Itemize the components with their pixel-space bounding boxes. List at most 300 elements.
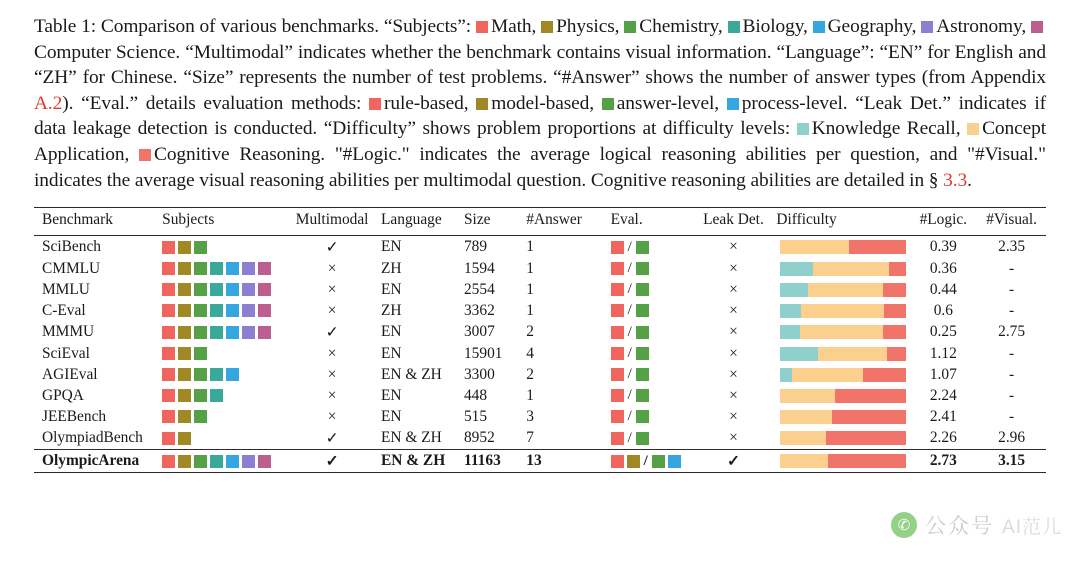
cell-logic-score: 0.6 [933,301,953,319]
cell-multimodal: ✓ [325,238,339,256]
subject-swatch [178,283,191,296]
difficulty-segment [780,240,849,254]
eval-separator: / [627,302,632,319]
subject-swatch [226,262,239,275]
caption-mid3: “Leak Det.” indicates if data leakage detection is conducted. “Difficulty” shows problem proportions at difficulty levels: [34,92,1047,140]
cell-difficulty [776,258,909,279]
cell-visual-score: - [1009,386,1015,404]
legend-label-rule-based: rule-based, [384,92,469,114]
cell-answer-types: 1 [526,386,534,404]
cell-visual-score: 2.96 [998,429,1026,447]
legend-label-model-based: model-based, [491,92,595,114]
benchmark-table-wrapper [34,207,1046,473]
cell-difficulty [776,300,909,321]
table-header-row [34,208,1046,236]
subject-swatch [226,283,239,296]
eval-method-swatch [611,241,624,254]
section-link[interactable]: 3.3 [943,169,968,191]
eval-granularity-swatch [668,455,681,468]
difficulty-segment [835,389,906,403]
difficulty-segment [801,304,884,318]
eval-method-swatch [611,410,624,423]
column-header-difficulty: Difficulty [776,211,837,229]
legend-swatch-process-level [727,98,739,110]
subject-swatch [258,262,271,275]
legend-swatch-computer-science [1031,21,1043,33]
cell-multimodal: × [327,407,337,425]
subject-swatch [226,368,239,381]
subject-swatch [162,304,175,317]
subject-swatch [194,304,207,317]
caption-mid1: “Multimodal” indicates whether the benchmark contains visual information. “Language”: “EN” for English and “ZH” for Chinese. “Size” represents the number of test problems. “#Answer” shows the number of answer types (from Appendix [34,41,1046,89]
subject-swatch [162,262,175,275]
cell-visual-score: - [1009,280,1015,298]
table-row [34,364,1046,385]
eval-method-swatch [611,304,624,317]
cell-difficulty [776,236,909,259]
cell-leak-detection: × [729,429,738,447]
subject-swatch [162,283,175,296]
eval-separator: / [627,366,632,383]
cell-size: 789 [463,238,488,256]
subject-swatch [210,262,223,275]
cell-logic-score: 0.25 [929,323,957,341]
subject-swatch [242,455,255,468]
cell-multimodal: ✓ [325,323,339,341]
legend-label-concept-application: Concept Application, [34,118,1046,165]
difficulty-bar [780,410,906,424]
eval-separator: / [627,281,632,298]
cell-language: EN [381,407,402,425]
eval-granularity-swatch [636,326,649,339]
difficulty-bar [780,304,906,318]
cell-subjects [162,258,283,279]
cell-visual-score: - [1009,344,1015,362]
column-header-subjects: Subjects [162,211,215,229]
cell-multimodal: × [327,280,337,298]
difficulty-segment [832,410,906,424]
cell-visual-score: 2.35 [998,238,1026,256]
cell-size: 3300 [463,365,495,383]
table-row [34,427,1046,450]
caption-suffix: . [967,169,972,191]
cell-subjects [162,385,283,406]
subject-swatch [258,455,271,468]
difficulty-segment [808,283,884,297]
table-header [34,208,1046,236]
eval-method-swatch [611,326,624,339]
cell-eval [611,300,691,321]
cell-benchmark-name: CMMLU [42,259,101,277]
cell-visual-score: - [1009,259,1015,277]
subject-swatch [178,262,191,275]
legend-label-astronomy: Astronomy, [936,16,1027,37]
legend-label-answer-level: answer-level, [616,92,720,114]
cell-logic-score: 2.26 [929,429,957,447]
table-row [34,321,1046,343]
cell-eval [611,236,691,259]
column-header-language: Language [381,211,442,229]
eval-method-swatch [611,389,624,402]
cell-logic-score: 1.12 [929,344,957,362]
cell-size: 8952 [463,429,495,447]
eval-separator: / [627,323,632,340]
watermark [891,510,1062,540]
legend-swatch-chemistry [624,21,636,33]
cell-multimodal: × [327,386,337,404]
cell-logic-score: 0.44 [929,280,957,298]
difficulty-bar [780,240,906,254]
cell-answer-types: 7 [526,429,534,447]
eval-granularity-swatch [636,432,649,445]
cell-leak-detection: × [729,344,738,362]
cell-leak-detection: ✓ [727,452,740,470]
difficulty-segment [780,454,828,468]
eval-method-swatch [611,455,624,468]
column-header-leak-det: Leak Det. [703,211,764,229]
eval-method-swatch [611,368,624,381]
column-header-answer: #Answer [526,211,582,229]
cell-subjects [162,279,283,300]
wechat-icon: ✆ [891,512,917,538]
subject-swatch [194,347,207,360]
legend-label-process-level: process-level. [741,92,848,114]
cell-language: EN & ZH [381,365,442,383]
column-header-logic: #Logic. [919,211,968,229]
cell-leak-detection: × [729,365,738,383]
watermark-text: 公众号 [925,515,995,538]
cell-benchmark-name: GPQA [42,386,84,404]
eval-method-swatch [611,347,624,360]
cell-answer-types: 3 [526,407,534,425]
legend-swatch-cognitive-reasoning [139,149,151,161]
cell-leak-detection: × [729,238,738,256]
difficulty-segment [780,283,808,297]
subject-swatch [242,304,255,317]
cell-size: 515 [463,407,488,425]
cell-difficulty [776,321,909,343]
eval-granularity-swatch [652,455,665,468]
eval-granularity-swatch [636,262,649,275]
difficulty-segment [792,368,863,382]
subject-swatch [162,389,175,402]
cell-eval [611,258,691,279]
cell-multimodal: ✓ [325,429,339,447]
subject-swatch [178,455,191,468]
eval-method-swatch [611,283,624,296]
cell-subjects [162,406,283,427]
cell-benchmark-name: AGIEval [42,365,98,383]
cell-benchmark-name: OlympicArena [42,452,140,470]
legend-swatch-geography [813,21,825,33]
subject-swatch [162,455,175,468]
cell-subjects [162,321,283,343]
eval-separator: / [627,429,632,446]
cell-subjects [162,300,283,321]
cell-answer-types: 1 [526,259,534,277]
cell-logic-score: 2.24 [929,386,957,404]
difficulty-bar [780,368,906,382]
benchmark-table [34,207,1046,473]
cell-answer-types: 4 [526,344,534,362]
difficulty-bar [780,262,906,276]
subject-swatch [194,368,207,381]
legend-label-physics: Physics, [556,16,620,37]
cell-benchmark-name: C-Eval [42,301,86,319]
difficulty-segment [887,347,906,361]
eval-separator: / [627,345,632,362]
difficulty-segment [828,454,906,468]
cell-language: EN & ZH [381,452,446,470]
column-header-eval: Eval. [610,211,643,229]
cell-leak-detection: × [729,323,738,341]
legend-label-geography: Geography, [827,16,917,37]
difficulty-segment [883,325,906,339]
cell-language: EN [381,386,402,404]
cell-logic-score: 2.41 [929,407,957,425]
cell-difficulty [776,427,909,450]
subject-swatch [210,389,223,402]
cell-visual-score: 3.15 [998,452,1026,470]
difficulty-segment [780,304,801,318]
difficulty-segment [826,431,905,445]
cell-leak-detection: × [729,280,738,298]
cell-eval [611,450,691,473]
column-header-visual: #Visual. [986,211,1037,229]
legend-swatch-rule-based [369,98,381,110]
legend-label-knowledge-recall: Knowledge Recall, [811,118,961,140]
subject-swatch [178,432,191,445]
legend-swatch-math [476,21,488,33]
eval-separator: / [627,408,632,425]
subject-swatch [210,368,223,381]
subject-swatch [242,283,255,296]
subject-swatch [194,410,207,423]
difficulty-segment [780,368,793,382]
difficulty-segment [889,262,905,276]
legend-swatch-answer-level [602,98,614,110]
cell-subjects [162,427,283,450]
cell-subjects [162,236,283,259]
cell-leak-detection: × [729,407,738,425]
subject-swatch [178,410,191,423]
difficulty-bar [780,347,906,361]
cell-benchmark-name: JEEBench [42,407,107,425]
legend-swatch-astronomy [921,21,933,33]
column-header-size: Size [463,211,491,229]
subject-swatch [178,347,191,360]
table-row [34,406,1046,427]
cell-multimodal: × [327,344,337,362]
subject-swatch [258,326,271,339]
eval-granularity-swatch [636,304,649,317]
cell-eval [611,321,691,343]
legend-label-cognitive-reasoning: Cognitive Reasoning. [153,143,326,165]
eval-separator: / [643,452,648,469]
cell-subjects [162,364,283,385]
appendix-link[interactable]: A.2 [34,92,63,114]
column-header-multimodal: Multimodal [295,211,369,229]
caption-mid2: ). “Eval.” details evaluation methods: [62,92,370,114]
subject-swatch [210,455,223,468]
legend-label-chemistry: Chemistry, [639,16,723,37]
subject-swatch [162,326,175,339]
subject-swatch [258,283,271,296]
subject-swatch [178,389,191,402]
difficulty-segment [883,283,906,297]
subject-swatch [162,368,175,381]
difficulty-segment [780,410,832,424]
cell-size: 2554 [463,280,495,298]
subject-swatch [194,241,207,254]
cell-leak-detection: × [729,386,738,404]
cell-difficulty [776,364,909,385]
cell-visual-score: 2.75 [998,323,1026,341]
cell-size: 15901 [463,344,503,362]
cell-size: 3362 [463,301,495,319]
cell-benchmark-name: OlympiadBench [42,429,143,447]
table-row [34,258,1046,279]
subject-swatch [226,304,239,317]
difficulty-segment [780,389,835,403]
column-header-benchmark: Benchmark [42,211,113,229]
legend-swatch-biology [728,21,740,33]
cell-eval [611,343,691,364]
eval-granularity-swatch [636,368,649,381]
difficulty-segment [884,304,905,318]
subject-swatch [226,326,239,339]
table-row [34,300,1046,321]
cell-eval [611,279,691,300]
cell-multimodal: × [327,301,337,319]
cell-logic-score: 0.36 [929,259,957,277]
eval-granularity-swatch [636,347,649,360]
table-row [34,236,1046,259]
subject-swatch [258,304,271,317]
subject-swatch [194,455,207,468]
legend-swatch-concept-application [967,123,979,135]
eval-separator: / [627,387,632,404]
cell-visual-score: - [1009,365,1015,383]
table-caption [34,14,1046,193]
cell-leak-detection: × [729,301,738,319]
cell-logic-score: 0.39 [929,238,957,256]
cell-difficulty [776,279,909,300]
cell-difficulty [776,385,909,406]
cell-answer-types: 1 [526,301,534,319]
subject-swatch [178,368,191,381]
cell-size: 448 [463,386,488,404]
legend-label-math: Math, [490,16,537,37]
cell-logic-score: 1.07 [929,365,957,383]
difficulty-segment [849,240,906,254]
difficulty-bar [780,325,906,339]
cell-visual-score: - [1009,301,1015,319]
difficulty-bar [780,389,906,403]
cell-language: ZH [381,301,402,319]
difficulty-bar [780,283,906,297]
subject-swatch [194,283,207,296]
cell-answer-types: 1 [526,238,534,256]
cell-language: ZH [381,259,402,277]
cell-multimodal: ✓ [325,452,339,470]
table-row [34,343,1046,364]
cell-answer-types: 2 [526,323,534,341]
cell-visual-score: - [1009,407,1015,425]
cell-language: EN [381,280,402,298]
difficulty-bar [780,454,906,468]
difficulty-segment [780,262,813,276]
legend-swatch-knowledge-recall [797,123,809,135]
cell-size: 11163 [463,452,501,470]
cell-eval [611,406,691,427]
difficulty-segment [818,347,887,361]
subject-swatch [210,304,223,317]
table-row [34,385,1046,406]
cell-difficulty [776,406,909,427]
eval-granularity-swatch [636,389,649,402]
difficulty-segment [813,262,890,276]
subject-swatch [194,389,207,402]
subject-swatch [162,347,175,360]
difficulty-segment [863,368,906,382]
table-body [34,236,1046,473]
eval-granularity-swatch [636,283,649,296]
difficulty-segment [780,347,818,361]
eval-method-swatch [611,432,624,445]
subject-swatch [194,262,207,275]
cell-multimodal: × [327,365,337,383]
table-row [34,450,1046,473]
eval-method-swatch [627,455,640,468]
subject-swatch [162,432,175,445]
subject-swatch [210,326,223,339]
cell-size: 1594 [463,259,495,277]
difficulty-segment [780,431,827,445]
table-row [34,279,1046,300]
subject-swatch [194,326,207,339]
subject-swatch [242,326,255,339]
eval-separator: / [627,260,632,277]
subject-swatch [178,241,191,254]
cell-difficulty [776,450,909,473]
cell-benchmark-name: MMMU [42,323,95,341]
eval-separator: / [627,238,632,255]
cell-answer-types: 2 [526,365,534,383]
eval-granularity-swatch [636,410,649,423]
cell-benchmark-name: SciBench [42,238,101,256]
cell-leak-detection: × [729,259,738,277]
subject-swatch [178,326,191,339]
cell-eval [611,427,691,450]
cell-benchmark-name: MMLU [42,280,90,298]
cell-difficulty [776,343,909,364]
subject-swatch [226,455,239,468]
cell-multimodal: × [327,259,337,277]
legend-swatch-model-based [476,98,488,110]
cell-answer-types: 13 [526,452,542,470]
cell-eval [611,364,691,385]
cell-answer-types: 1 [526,280,534,298]
legend-swatch-physics [541,21,553,33]
caption-prefix: Table 1: Comparison of various benchmarks. “Subjects”: [34,16,476,37]
cell-size: 3007 [463,323,495,341]
cell-logic-score: 2.73 [929,452,957,470]
cell-benchmark-name: SciEval [42,344,90,362]
subject-swatch [178,304,191,317]
difficulty-segment [800,325,883,339]
legend-label-computer-science: Computer Science. [34,41,181,63]
